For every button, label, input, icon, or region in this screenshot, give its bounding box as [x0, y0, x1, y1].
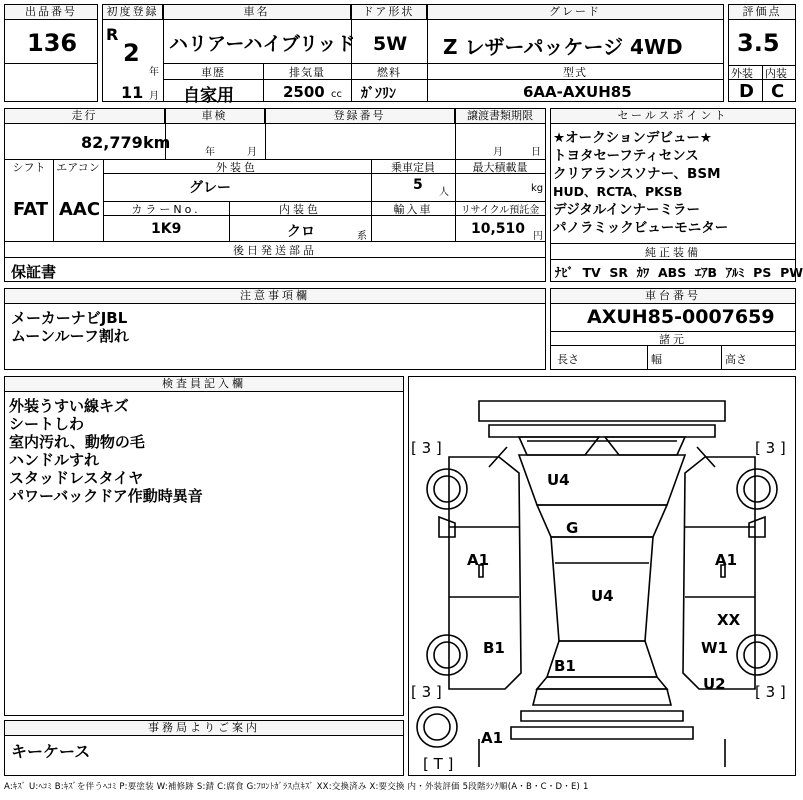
exterior-label: 外装	[731, 67, 753, 80]
displacement-unit: cc	[331, 89, 342, 100]
reg-month: 11	[121, 83, 144, 102]
shift: FAT	[13, 199, 49, 220]
tire-rear-left: [ 3 ]	[411, 683, 442, 701]
color-no-label: カラーNo.	[131, 203, 201, 216]
car-outline-diagram	[409, 377, 795, 775]
tire-front-right: [ 3 ]	[755, 439, 786, 457]
sales-point-list	[553, 129, 728, 237]
damage-roof: U4	[591, 587, 614, 605]
first-reg-label: 初度登録	[103, 5, 163, 20]
model-code: 6AA-AXUH85	[523, 83, 632, 101]
mileage: 82,779	[81, 133, 143, 152]
inspector-block	[4, 376, 404, 716]
interior-color-label: 内装色	[279, 203, 321, 216]
later-parts-label: 後日発送部品	[233, 244, 317, 257]
equip-item: ｶﾜ	[636, 265, 650, 280]
grade: Z レザーパッケージ 4WD	[443, 35, 683, 59]
recycle-label: リサイクル預託金	[460, 205, 540, 216]
lot-number: 136	[27, 29, 78, 57]
overall-score: 3.5	[737, 29, 780, 57]
fuel-label: 燃料	[377, 66, 401, 79]
score-block	[728, 4, 796, 102]
sales-point-item: クリアランスソナー、BSM	[553, 166, 721, 182]
specs-label: 諸元	[659, 333, 687, 346]
details-block	[4, 108, 546, 282]
inspector-item: 室内汚れ、動物の毛	[9, 433, 145, 451]
equip-item: TV	[582, 265, 601, 280]
tire-front-left: [ 3 ]	[411, 439, 442, 457]
damage-bottom: A1	[481, 729, 504, 747]
factory-equipment-list	[555, 263, 803, 281]
exterior-grade: D	[739, 81, 754, 102]
office-label: 事務局よりご案内	[5, 721, 403, 736]
inspection-label: 車検	[165, 109, 265, 124]
lot-label: 出品番号	[5, 5, 97, 20]
damage-windshield: G	[566, 519, 579, 537]
import-label: 輸入車	[393, 203, 433, 216]
transfer-month-unit: 月	[493, 147, 503, 158]
inspector-item: ハンドルすれ	[9, 451, 100, 469]
reg-number-label: 登録番号	[265, 109, 455, 124]
inspector-label: 検査員記入欄	[5, 377, 403, 392]
month-unit: 月	[149, 91, 159, 102]
capacity-unit: 人	[439, 187, 449, 198]
damage-rear-right: U2	[703, 675, 726, 693]
equip-item: ｴｱB	[694, 265, 717, 280]
inspector-item: スタッドレスタイヤ	[9, 469, 144, 487]
shift-label: シフト	[12, 161, 46, 174]
note-item: メーカーナビJBL	[11, 309, 128, 327]
equip-item: PW	[780, 265, 803, 280]
sales-point-item: パノラミックビューモニター	[553, 220, 729, 236]
sales-point-item: ★オークションデビュー★	[553, 130, 712, 146]
sales-point-block	[550, 108, 803, 282]
tire-spare: [ T ]	[423, 755, 454, 773]
ac-type: AAC	[59, 199, 101, 220]
width-label: 幅	[651, 353, 662, 366]
recycle-fee: 10,510	[471, 221, 526, 237]
capacity: 5	[413, 177, 423, 193]
interior-label: 内装	[765, 67, 787, 80]
inspection-month-unit: 月	[247, 147, 257, 158]
note-item: ムーンルーフ割れ	[11, 327, 129, 345]
score-label: 評価点	[729, 5, 795, 20]
interior-color-unit: 系	[357, 231, 367, 242]
reg-year: 2	[123, 39, 140, 67]
history: 自家用	[183, 86, 234, 106]
max-load-label: 最大積載量	[472, 161, 528, 174]
damage-right-rear: W1	[701, 639, 728, 657]
interior-color: クロ	[287, 224, 315, 240]
car-name-label: 車名	[163, 5, 351, 20]
equip-item: ｱﾙﾐ	[725, 265, 745, 280]
damage-hood: U4	[547, 471, 570, 489]
later-parts: 保証書	[11, 263, 57, 281]
notes-list	[11, 309, 129, 345]
inspection-year-unit: 年	[205, 147, 215, 158]
capacity-label: 乗車定員	[391, 161, 435, 174]
chassis-block	[550, 288, 796, 370]
damage-right-rear-pillar: XX	[717, 611, 741, 629]
interior-grade: C	[771, 81, 785, 102]
equip-item: ABS	[658, 265, 687, 280]
damage-right-front: A1	[715, 551, 738, 569]
legend: A:ｷｽﾞ U:ﾍｺﾐ B:ｷｽﾞを伴うﾍｺﾐ P:要塗装 W:補修跡 S:錆 C:腐食 G:ﾌﾛﾝﾄｶﾞﾗｽ点ｷｽﾞ XX:交換済み X:要交換 内・外装評価 5段階ﾗﾝｸ順(A・B・C・D・E) 1	[4, 782, 589, 792]
year-unit: 年	[149, 67, 159, 78]
fuel: ｶﾞｿﾘﾝ	[361, 86, 396, 102]
history-label: 車歴	[201, 66, 225, 79]
era: R	[106, 25, 119, 44]
office-block	[4, 720, 404, 776]
office-note: キーケース	[11, 742, 91, 761]
inspector-item: パワーバックドア作動時異音	[9, 487, 203, 505]
transfer-label: 譲渡書類期限	[455, 109, 545, 124]
inspector-item: シートしわ	[9, 415, 85, 433]
damage-left-rear: B1	[483, 639, 505, 657]
load-unit: kg	[531, 183, 544, 194]
sales-point-item: デジタルインナーミラー	[553, 202, 701, 218]
ext-color-label: 外装色	[216, 161, 258, 174]
height-label: 高さ	[725, 353, 747, 366]
notes-block	[4, 288, 546, 370]
notes-label: 注意事項欄	[5, 289, 545, 304]
mileage-label: 走行	[5, 109, 165, 124]
transfer-day-unit: 日	[531, 147, 541, 158]
displacement: 2500	[283, 83, 325, 101]
grade-label: グレード	[427, 5, 723, 20]
sales-point-item: トヨタセーフティセンス	[553, 148, 699, 164]
mileage-unit: km	[143, 133, 171, 152]
inspector-item: 外装うすい線キズ	[9, 397, 129, 415]
door-type: 5W	[373, 33, 408, 55]
vehicle-info-block	[102, 4, 724, 106]
lot-box	[4, 4, 98, 102]
factory-equipment-label: 純正装備	[645, 246, 701, 259]
chassis-label: 車台番号	[551, 289, 795, 304]
sales-point-label: セールスポイント	[551, 109, 795, 124]
equip-item: PS	[753, 265, 772, 280]
tire-rear-right: [ 3 ]	[755, 683, 786, 701]
inspector-list	[9, 397, 203, 505]
chassis-number: AXUH85-0007659	[587, 306, 775, 328]
ext-color: グレー	[189, 180, 231, 196]
equip-item: SR	[609, 265, 629, 280]
equip-item: ﾅﾋﾞ	[555, 265, 574, 280]
damage-diagram	[408, 376, 796, 776]
door-label: ドア形状	[351, 5, 427, 20]
ac-label: エアコン	[56, 161, 100, 174]
recycle-unit: 円	[533, 231, 543, 242]
car-name: ハリアーハイブリッド	[169, 33, 356, 55]
model-label: 型式	[563, 66, 587, 79]
color-no: 1K9	[151, 221, 182, 237]
length-label: 長さ	[557, 353, 579, 366]
damage-rear: B1	[554, 657, 576, 675]
sales-point-item: HUD、RCTA、PKSB	[553, 184, 683, 199]
damage-left-front: A1	[467, 551, 490, 569]
displacement-label: 排気量	[289, 66, 325, 79]
